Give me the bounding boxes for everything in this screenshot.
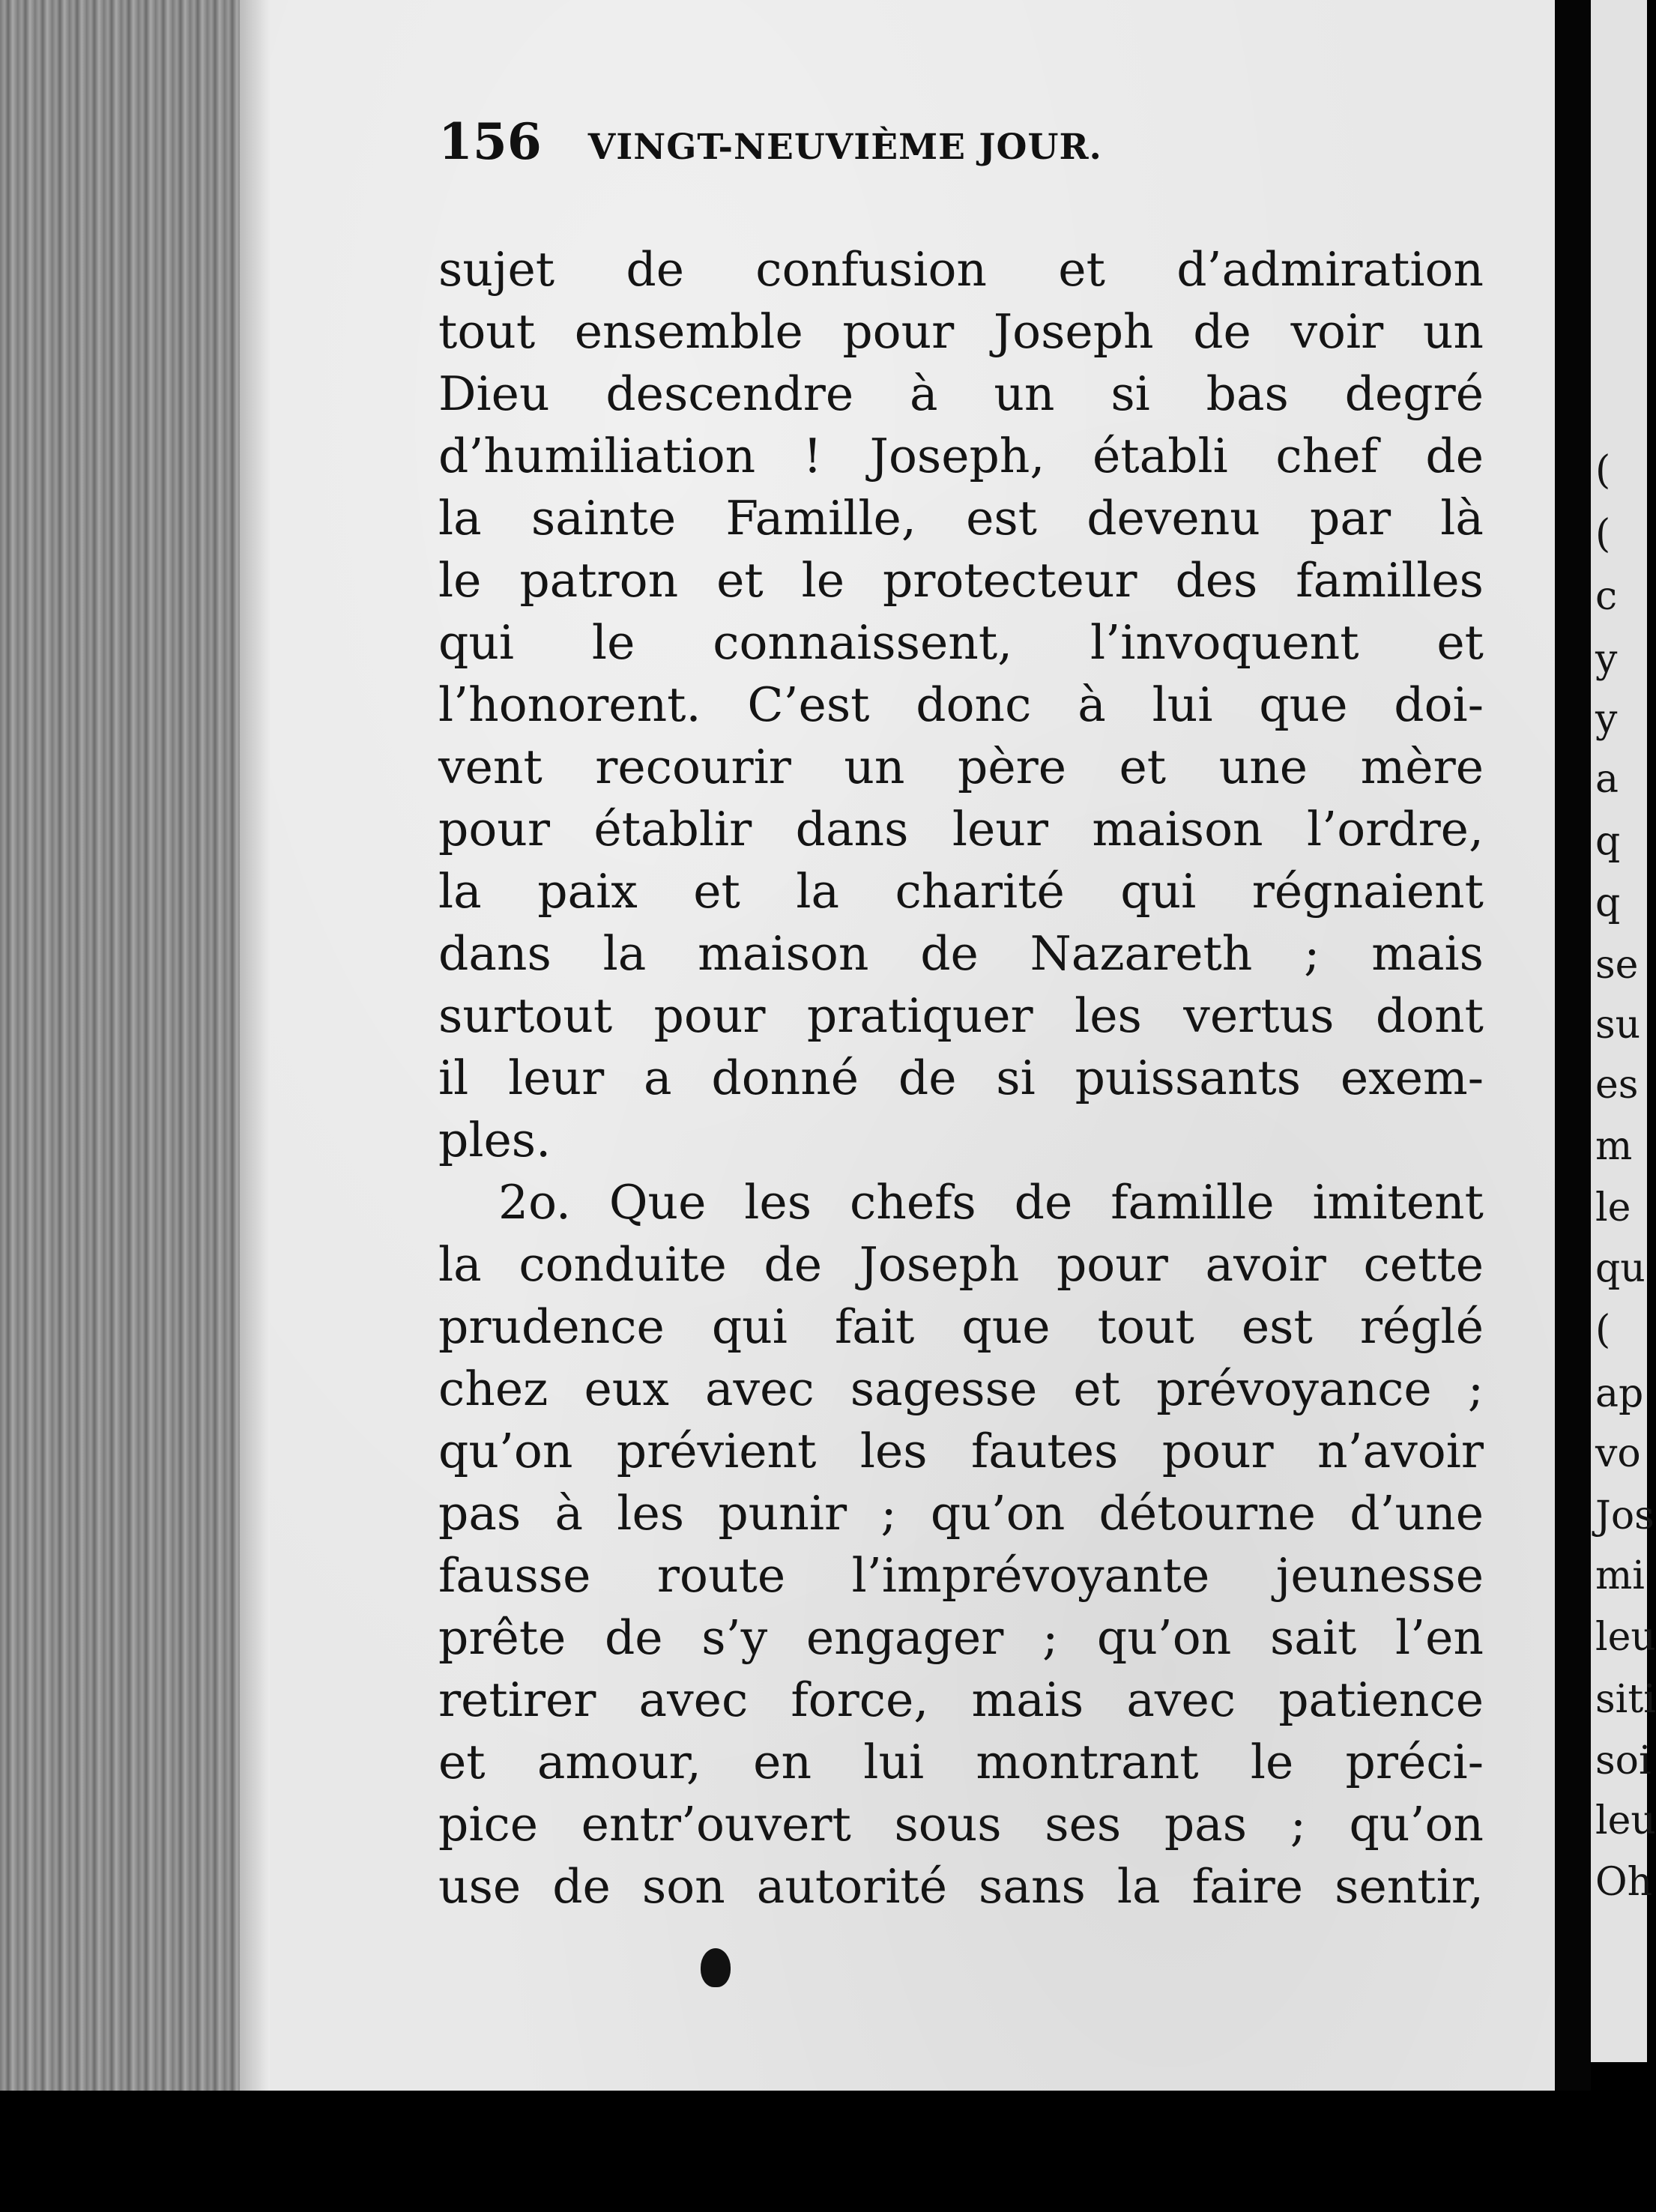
facing-text-fragment: m (1595, 1124, 1633, 1169)
text-line: pice entr’ouvert sous ses pas ; qu’on (438, 1797, 1484, 1852)
text-line: use de son autorité sans la faire sentir, (438, 1859, 1484, 1914)
page-number: 156 (438, 112, 542, 171)
facing-text-fragment: se (1595, 943, 1639, 988)
text-line: retirer avec force, mais avec patience (438, 1672, 1484, 1727)
body-text (438, 238, 1484, 1918)
printer-ornament (701, 1948, 731, 1987)
facing-text-fragment: ap (1595, 1371, 1644, 1416)
text-line: pas à les punir ; qu’on détourne d’une (438, 1486, 1484, 1541)
facing-text-fragment: siti (1595, 1677, 1656, 1722)
text-line: d’humiliation ! Joseph, établi chef de (438, 429, 1484, 483)
text-line: la conduite de Joseph pour avoir cette (438, 1237, 1484, 1292)
text-line: qu’on prévient les fautes pour n’avoir (438, 1424, 1484, 1478)
text-line: 2o. Que les chefs de famille imitent (498, 1175, 1484, 1230)
facing-text-fragment: ( (1595, 448, 1611, 493)
facing-text-fragment: soi (1595, 1738, 1652, 1783)
text-line: pour établir dans leur maison l’ordre, (438, 802, 1484, 856)
text-line: prête de s’y engager ; qu’on sait l’en (438, 1610, 1484, 1665)
text-line: qui le connaissent, l’invoquent et (438, 615, 1484, 670)
facing-text-fragment: leu (1595, 1615, 1656, 1660)
text-line: le patron et le protecteur des familles (438, 553, 1484, 608)
text-line: vent recourir un père et une mère (438, 740, 1484, 794)
chapter-title: VINGT-NEUVIÈME JOUR. (587, 127, 1102, 168)
facing-text-fragment: leu (1595, 1798, 1656, 1843)
text-line: ples. (438, 1113, 552, 1167)
facing-text-fragment: q (1595, 819, 1621, 864)
facing-text-fragment: su (1595, 1003, 1641, 1048)
facing-text-fragment: c (1595, 574, 1618, 619)
facing-page-fragment (1591, 0, 1656, 2062)
text-line: fausse route l’imprévoyante jeunesse (438, 1548, 1484, 1603)
text-line: la sainte Famille, est devenu par là (438, 491, 1484, 546)
facing-text-fragment: Oh (1595, 1860, 1653, 1905)
facing-text-fragment: y (1595, 697, 1618, 742)
text-line: et amour, en lui montrant le préci- (438, 1735, 1484, 1789)
text-line: prudence qui fait que tout est réglé (438, 1299, 1484, 1354)
facing-text-fragment: es (1595, 1063, 1639, 1107)
facing-text-fragment: le (1595, 1185, 1631, 1230)
text-line: tout ensemble pour Joseph de voir un (438, 304, 1484, 359)
text-line: la paix et la charité qui régnaient (438, 864, 1484, 919)
text-line: surtout pour pratiquer les vertus dont (438, 988, 1484, 1043)
facing-text-fragment: Jos (1595, 1493, 1655, 1538)
facing-text-fragment: q (1595, 880, 1621, 925)
book-gutter (1555, 0, 1591, 2212)
facing-text-fragment: ( (1595, 1308, 1611, 1353)
text-line: sujet de confusion et d’admiration (438, 242, 1484, 297)
facing-text-fragment: mi (1595, 1553, 1645, 1598)
text-line: dans la maison de Nazareth ; mais (438, 926, 1484, 981)
running-head (438, 112, 1487, 171)
facing-text-fragment: qu (1595, 1246, 1646, 1291)
scan-border (0, 2091, 1647, 2212)
text-line: chez eux avec sagesse et prévoyance ; (438, 1362, 1484, 1416)
facing-text-fragment: ( (1595, 512, 1611, 557)
text-line: il leur a donné de si puissants exem- (438, 1051, 1484, 1105)
facing-text-fragment: y (1595, 637, 1618, 682)
text-line: l’honorent. C’est donc à lui que doi- (438, 677, 1484, 732)
text-line: Dieu descendre à un si bas degré (438, 366, 1484, 421)
facing-text-fragment: vo (1595, 1431, 1641, 1476)
book-page-edges (0, 0, 270, 2098)
facing-text-fragment: a (1595, 757, 1619, 802)
